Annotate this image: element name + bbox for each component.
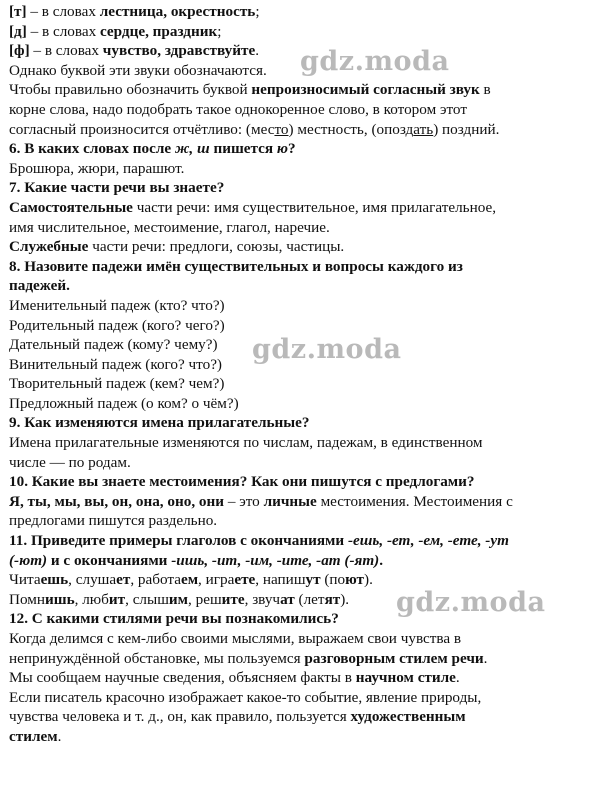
text-fragment: (по: [320, 571, 346, 589]
italic-letters: ю: [276, 140, 289, 158]
text-line: имя числительное, местоимение, глагол, наречие.: [9, 218, 330, 236]
text-line: Однако буквой эти звуки обозначаются.: [9, 61, 267, 79]
text-fragment: ;: [255, 3, 260, 20]
question-heading: [9, 472, 593, 492]
text-line: [9, 492, 593, 512]
watermark-logo: gdz.moda: [396, 587, 546, 618]
text-fragment: (лет: [294, 590, 325, 608]
text-fragment: 11. Приведите примеры глаголов с окончаниями: [9, 532, 348, 550]
heading-text: 7. Какие части речи вы знаете?: [9, 179, 225, 197]
ending-bold: ют: [345, 571, 365, 589]
text-line: числе — по родам.: [9, 453, 131, 471]
ending-bold: ят: [324, 590, 341, 608]
text-line: [9, 649, 593, 669]
text-line: Винительный падеж (кого? что?): [9, 355, 222, 373]
text-fragment: .: [455, 669, 460, 687]
question-heading: [9, 531, 593, 551]
text-fragment: Мы сообщаем научные сведения, объясняем факты в: [9, 669, 356, 687]
term-bold: стилем: [9, 727, 58, 745]
example-words: лестница, окрестность: [99, 3, 256, 20]
text-fragment: непринуждённой обстановке, мы пользуемся: [9, 649, 305, 667]
text-fragment: Чтобы правильно обозначить буквой: [9, 81, 252, 99]
text-fragment: – в словах: [26, 3, 100, 20]
term-bold: художественным: [350, 708, 466, 726]
text-line: Если писатель красочно изображает какое-то событие, явление природы,: [9, 688, 482, 706]
text-line: [9, 237, 593, 257]
text-fragment: ).: [340, 590, 350, 608]
text-line: Когда делимся с кем-либо своими мыслями, выражаем свои чувства в: [9, 630, 462, 647]
text-fragment: ) поздний.: [433, 120, 500, 138]
ending-bold: им: [168, 590, 189, 608]
term-bold: Самостоятельные: [9, 198, 133, 216]
term-bold: разговорным стилем речи: [304, 649, 484, 667]
text-fragment: , реш: [188, 590, 222, 608]
underlined-letters: то: [274, 120, 289, 138]
term-bold: непроизносимый согласный звук: [251, 81, 480, 99]
text-fragment: чувства человека и т. д., он, как правило, пользуется: [9, 708, 351, 726]
example-words: чувство, здравствуйте: [102, 42, 256, 60]
text-line: [9, 707, 593, 727]
text-fragment: , игра: [198, 571, 235, 589]
text-line: корне слова, надо подобрать такое однокоренное слово, в котором этот: [9, 100, 467, 118]
ending-bold: ешь: [40, 571, 69, 589]
text-fragment: , слуша: [68, 571, 117, 589]
text-line: [9, 80, 593, 100]
text-line: предлогами пишутся раздельно.: [9, 512, 218, 530]
text-fragment: местоимения. Местоимения с: [316, 492, 513, 510]
endings-italic: -ишь, -ит, -им, -ите, -ат (-ят): [171, 551, 380, 569]
term-bold: научном стиле: [355, 669, 456, 687]
text-fragment: 6. В каких словах после: [9, 140, 175, 158]
question-heading: [9, 178, 593, 198]
endings-italic: (-ют): [9, 551, 48, 569]
ending-bold: ет: [116, 571, 131, 589]
text-fragment: согласный произносится отчётливо: (мес: [9, 120, 275, 138]
heading-text: падежей.: [9, 277, 70, 295]
ending-bold: ат: [280, 590, 295, 608]
text-line: Брошюра, жюри, парашют.: [9, 159, 185, 177]
text-fragment: – в словах: [26, 22, 100, 40]
text-fragment: ) местность, (опозд: [288, 120, 414, 138]
text-fragment: , напиш: [255, 571, 306, 589]
text-line: Предложный падеж (о ком? о чём?): [9, 394, 239, 412]
ending-bold: ите: [221, 590, 245, 608]
text-line: [9, 120, 593, 140]
text-fragment: и с окончаниями: [47, 551, 172, 569]
ending-bold: ут: [305, 571, 321, 589]
sound-label: [т]: [9, 3, 27, 20]
heading-text: 12. С какими стилями речи вы познакомились?: [9, 610, 339, 628]
term-bold: личные: [263, 492, 317, 510]
text-fragment: Помн: [9, 590, 46, 608]
text-line: Родительный падеж (кого? чего?): [9, 316, 225, 334]
text-line: [9, 2, 593, 22]
sound-label: [ф]: [9, 42, 30, 60]
text-fragment: , люб: [74, 590, 109, 608]
text-fragment: , работа: [130, 571, 181, 589]
question-heading: [9, 257, 593, 277]
text-fragment: части речи: предлоги, союзы, частицы.: [88, 238, 345, 256]
ending-bold: ишь: [45, 590, 75, 608]
text-fragment: .: [255, 42, 259, 60]
text-fragment: ;: [217, 22, 222, 40]
text-line: Именительный падеж (кто? что?): [9, 296, 225, 314]
text-fragment: .: [379, 551, 384, 569]
ending-bold: ит: [108, 590, 126, 608]
text-line: [9, 22, 593, 42]
text-fragment: пишется: [209, 140, 277, 158]
text-fragment: ?: [288, 140, 296, 158]
italic-letters: ж, ш: [174, 140, 210, 158]
heading-text: 8. Назовите падежи имён существительных и вопросы каждого из: [9, 257, 463, 275]
text-line: [9, 727, 593, 747]
text-line: Имена прилагательные изменяются по числам, падежам, в единственном: [9, 434, 483, 452]
text-line: [9, 668, 593, 688]
text-fragment: в: [479, 81, 491, 99]
pronouns-bold: Я, ты, мы, вы, он, она, оно, они: [9, 492, 225, 510]
text-fragment: Чита: [9, 571, 41, 589]
term-bold: Служебные: [9, 238, 89, 256]
endings-italic: -ешь, -ет, -ем, -ете, -ут: [347, 532, 509, 550]
question-heading: [9, 551, 593, 571]
sound-label: [д]: [9, 22, 27, 40]
text-fragment: , звуч: [244, 590, 281, 608]
underlined-letters: ать: [413, 120, 434, 138]
ending-bold: ете: [234, 571, 256, 589]
heading-text: 9. Как изменяются имена прилагательные?: [9, 414, 310, 432]
watermark-logo: gdz.moda: [252, 334, 402, 365]
document-page: [9, 2, 593, 747]
text-line: [9, 198, 593, 218]
heading-text: 10. Какие вы знаете местоимения? Как они пишутся с предлогами?: [9, 473, 475, 491]
question-heading: [9, 276, 593, 296]
ending-bold: ем: [180, 571, 199, 589]
text-fragment: – в словах: [29, 42, 103, 60]
text-fragment: , слыш: [125, 590, 169, 608]
text-line: Дательный падеж (кому? чему?): [9, 336, 218, 354]
question-heading: [9, 413, 593, 433]
text-fragment: – это: [224, 492, 264, 510]
text-line: Творительный падеж (кем? чем?): [9, 375, 225, 393]
question-heading: [9, 139, 593, 159]
text-fragment: ).: [364, 571, 373, 589]
text-fragment: части речи: имя существительное, имя прилагательное,: [132, 198, 497, 216]
text-fragment: .: [483, 649, 488, 667]
example-words: сердце, праздник: [99, 22, 218, 40]
watermark-logo: gdz.moda: [300, 46, 450, 77]
text-fragment: .: [57, 727, 62, 745]
